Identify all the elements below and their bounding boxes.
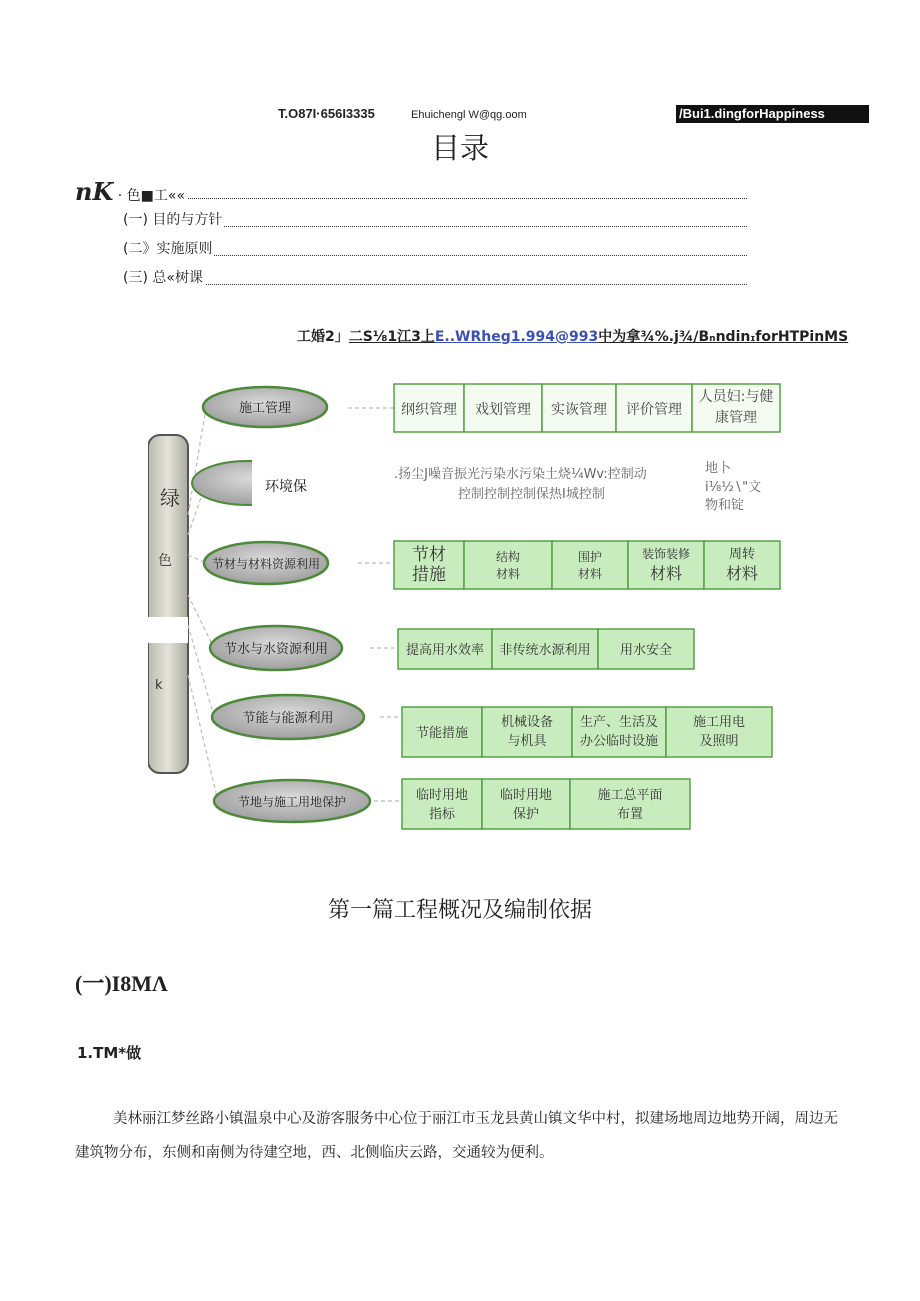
category-label: 节水与水资源利用: [223, 642, 329, 657]
item-label: 周转: [728, 547, 756, 562]
item-label: 办公临时设施: [579, 734, 659, 749]
item-label: 与机具: [507, 734, 547, 749]
category-label: 节能与能源利用: [242, 711, 334, 726]
item-label: 措施: [412, 565, 446, 585]
item-label: 临时用地: [499, 788, 553, 803]
toc-item-label: (一) 目的与方针: [123, 212, 223, 228]
item-label: 节材: [412, 545, 446, 565]
item-label: 临时用地: [415, 788, 469, 803]
category-label: 节地与施工用地保护: [237, 795, 347, 809]
item-label: 康管理: [715, 410, 757, 426]
item-label: .扬尘J噪音振光污染水污染土烧¼Wv:控制动: [394, 467, 647, 482]
toc-row[interactable]: [123, 209, 747, 231]
item-label: 人员妇:与健: [698, 389, 774, 405]
category-label: 施工管理: [238, 401, 292, 416]
item-label: 地卜: [705, 461, 732, 476]
item-label: 生产、生活及: [579, 715, 659, 730]
toc-title: 目录: [430, 131, 489, 165]
header-phone: T.O87I·656I3335: [278, 106, 375, 121]
item-label: 装饰装修: [641, 547, 691, 561]
item-label: 提高用水效率: [405, 643, 485, 658]
item-label: 结构: [495, 550, 521, 564]
item-label: 评价管理: [626, 402, 682, 418]
toc-item-label: (二》实施原则: [123, 241, 213, 257]
item-label: 材料: [577, 567, 603, 581]
item-label: 指标: [428, 807, 456, 822]
toc-leader: [123, 284, 747, 285]
toc-first-label: · 色■工««: [117, 188, 186, 203]
sidebar-char: k: [155, 678, 163, 693]
toc-leader: [123, 255, 747, 256]
sidebar-char: 色: [158, 553, 172, 569]
item-label: 材料: [725, 564, 759, 583]
item-label: 布置: [616, 807, 644, 822]
item-label: 纲织管理: [401, 402, 457, 418]
item-label: 实诙管理: [551, 402, 607, 418]
item-label: 用水安全: [619, 643, 673, 658]
item-label: 非传统水源利用: [499, 643, 591, 658]
item-label: 施工总平面: [597, 788, 663, 803]
item-label: 保护: [512, 807, 540, 822]
body-paragraph: 美林丽江梦丝路小镇温泉中心及游客服务中心位于丽江市玉龙县黄山镇文华中村，拟建场地周边地势开阔，周边无建筑物分布，东侧和南侧为待建空地，西、北侧临庆云路，交通较为便利。: [75, 1111, 838, 1161]
item-box: [464, 541, 552, 589]
header-slogan: /Bui1.dingforHappiness: [676, 105, 869, 123]
header-scan-line: 工婚2」二S⅛1江3上E..WRheg1.994@993中为拿¾%.j¾∕BnndinɪforHTPinMS: [297, 329, 849, 345]
item-label: 控制控制控制保热I城控制: [458, 487, 605, 502]
item-label: 施工用电: [692, 715, 746, 730]
toc-first-big: nK: [75, 177, 114, 203]
item-label: i⅛½∖"文: [705, 480, 762, 495]
item-label: 及照明: [699, 734, 739, 749]
item-label: 材料: [495, 567, 521, 581]
item-label: 材料: [649, 564, 683, 583]
section-title: 第一篇工程概况及编制依据: [327, 898, 592, 923]
item-label: 戏划管理: [475, 402, 531, 418]
heading-1: (一)I8MΛ: [75, 971, 168, 996]
item-label: 机械设备: [500, 715, 554, 730]
toc-row[interactable]: [75, 177, 747, 203]
toc-row[interactable]: [123, 267, 747, 289]
green-construction-diagram: [148, 375, 788, 835]
item-label: 围护: [577, 550, 603, 564]
heading-2: 1.TM*做: [77, 1044, 142, 1062]
header-email: Ehuichengl W@qg.oom: [411, 109, 527, 121]
item-box: [552, 541, 628, 589]
item-label: 物和锭: [705, 498, 745, 513]
toc-row[interactable]: [123, 238, 747, 260]
sidebar-gap: [148, 617, 188, 643]
box-group: [394, 541, 780, 589]
item-label: 节能措施: [415, 726, 469, 741]
sidebar-char: 绿: [160, 486, 180, 510]
category-label: 环境保: [265, 479, 307, 495]
category-label: 节材与材料资源利用: [211, 557, 321, 571]
toc-item-label: (三) 总«树课: [123, 270, 203, 286]
